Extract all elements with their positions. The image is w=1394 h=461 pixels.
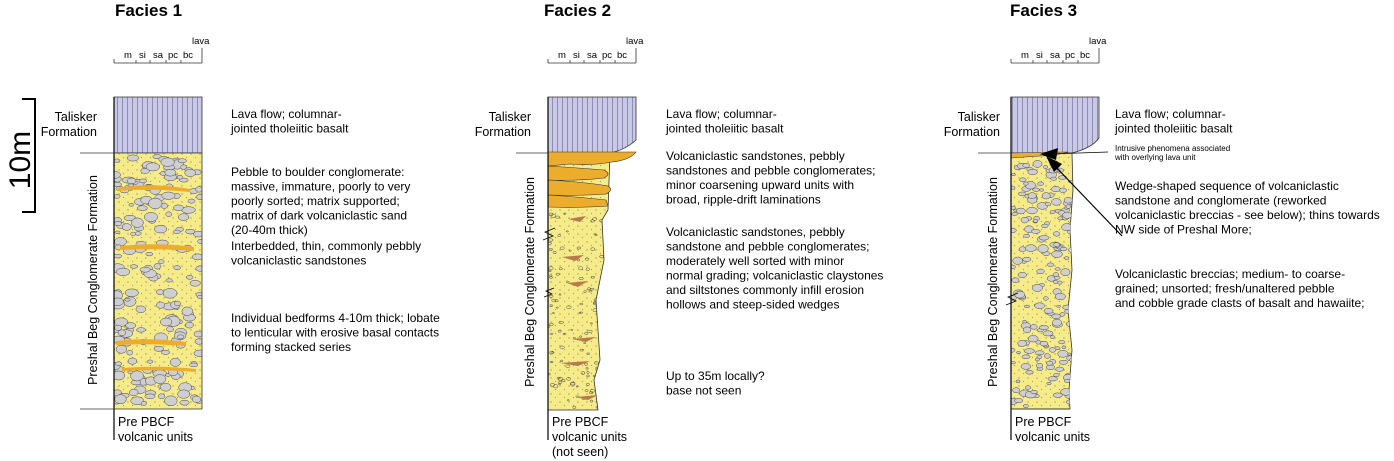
clast [118, 330, 126, 336]
clast [1021, 363, 1031, 369]
clast [1045, 202, 1050, 205]
clast [1019, 247, 1026, 252]
clast [144, 212, 157, 221]
clast [1052, 251, 1063, 258]
clast [607, 271, 611, 273]
clast [1053, 273, 1059, 277]
clast [1054, 373, 1060, 376]
clast [159, 260, 165, 264]
clast [188, 199, 195, 203]
clast [1061, 389, 1072, 396]
scale-label-sa: sa [153, 50, 164, 61]
scale-label-pc: pc [1065, 50, 1076, 61]
description-line: Lava flow; columnar- [231, 107, 342, 121]
clast [185, 322, 193, 328]
description-line: Pebble to boulder conglomerate: [231, 165, 405, 179]
clast [162, 192, 175, 199]
clast [1046, 361, 1052, 365]
description-line: sandstone and conglomerate (reworked [1115, 193, 1327, 208]
clast [1033, 219, 1037, 222]
clast [178, 214, 189, 221]
clast [125, 289, 138, 297]
clast [1009, 228, 1017, 233]
scale-label-sa: sa [587, 50, 598, 61]
description-line: Lava flow; columnar- [666, 107, 777, 121]
description-line: Volcaniclastic breccias; medium- to coarse- [1115, 267, 1346, 281]
base-unit-label: Pre PBCF [552, 415, 609, 429]
clast [1059, 341, 1066, 344]
description-line: normal grading; volcaniclastic claystones [666, 268, 884, 283]
middle-unit-label: Preshal Beg Conglomerate Formation [86, 175, 100, 385]
clast [1052, 319, 1061, 326]
clast [607, 335, 611, 338]
clast [1058, 281, 1063, 284]
clast [173, 205, 183, 211]
clast [182, 307, 193, 316]
clast [127, 350, 133, 355]
clast [124, 297, 137, 307]
clast [1033, 188, 1040, 192]
description-line: Volcaniclastic sandstones, pebbly [666, 225, 845, 239]
clast [1066, 321, 1074, 326]
description-line: Individual bedforms 4-10m thick; lobate [231, 311, 440, 325]
clast [1047, 263, 1054, 267]
clast [1065, 257, 1069, 260]
clast [1023, 182, 1028, 185]
scale-label-lava: lava [626, 36, 644, 47]
clast [1058, 217, 1063, 220]
clast [115, 395, 127, 404]
clast [147, 360, 153, 363]
clast [1039, 236, 1049, 241]
clast [127, 178, 136, 184]
scale-label-bc: bc [1080, 50, 1091, 61]
clast [122, 224, 131, 231]
clast [603, 266, 606, 268]
clast [1054, 280, 1058, 283]
clast [1031, 390, 1038, 393]
clast [1040, 189, 1044, 191]
clast [1022, 355, 1030, 359]
clast [1018, 340, 1027, 346]
description-line: matrix of dark volcaniclastic sand [231, 208, 408, 223]
clast [1039, 326, 1048, 330]
grain-scale-3 [1011, 36, 1107, 63]
clast [1054, 243, 1060, 247]
clast [600, 340, 604, 343]
scale-label-m: m [1021, 50, 1029, 61]
clast [140, 267, 150, 272]
clast [129, 203, 134, 206]
clast [1025, 386, 1031, 390]
description-line: volcaniclastic sandstones [231, 253, 367, 268]
description-line: (20-40m thick) [231, 223, 308, 237]
scale-label-sa: sa [1050, 50, 1061, 61]
clast [1050, 336, 1054, 339]
clast [110, 172, 120, 179]
clast [1013, 388, 1020, 393]
clast [115, 238, 127, 246]
lava-unit [548, 97, 636, 153]
description-line: hollows and steep-sided wedges [666, 297, 840, 312]
clast [1063, 212, 1072, 218]
clast [1042, 224, 1049, 228]
top-unit-label: Formation [943, 125, 1000, 139]
clast [604, 351, 609, 353]
clast [1012, 213, 1018, 216]
clast [125, 298, 131, 301]
description-line: poorly sorted; matrix supported; [231, 194, 400, 208]
scale-label-m: m [124, 50, 132, 61]
clast [161, 350, 170, 354]
clast [163, 288, 177, 298]
description-line: base not seen [666, 383, 742, 398]
clast [177, 175, 183, 179]
description-line: jointed tholeiitic basalt [1115, 121, 1233, 136]
scale-label-si: si [1036, 50, 1043, 61]
clast [1040, 341, 1048, 346]
clast [180, 400, 189, 405]
clast [137, 206, 147, 211]
clast [186, 229, 195, 234]
clast [1057, 305, 1061, 307]
clast [1018, 272, 1027, 277]
clast [112, 298, 124, 306]
clast [166, 279, 173, 282]
top-unit-label: Talisker [54, 110, 97, 124]
clast [137, 328, 146, 333]
description-line: Up to 35m locally? [666, 369, 765, 383]
clast [1036, 363, 1043, 368]
base-unit-label: Pre PBCF [118, 415, 175, 429]
description-line: volcaniclastic breccias - see below); thins towards [1115, 208, 1380, 222]
clast [146, 252, 153, 256]
clast [114, 221, 121, 226]
scale-label-lava: lava [192, 36, 210, 47]
clast [178, 159, 186, 163]
description-line: Interbedded, thin, commonly pebbly [231, 239, 422, 253]
clast [1055, 347, 1060, 350]
description-line: Lava flow; columnar- [1115, 107, 1226, 121]
clast [1025, 245, 1036, 252]
clast [181, 165, 187, 170]
description-line: and siltstones commonly infill erosion [666, 283, 865, 297]
clast [1023, 404, 1028, 408]
description-line: broad, ripple-drift laminations [666, 192, 821, 207]
clast [1069, 358, 1076, 361]
clast [194, 350, 207, 357]
clast [1051, 186, 1060, 191]
clast [146, 163, 160, 171]
clast [1038, 245, 1048, 253]
scale-label-si: si [139, 50, 146, 61]
clast [602, 378, 606, 380]
clast [127, 155, 139, 161]
clast [1026, 370, 1034, 374]
grain-scale-1 [114, 36, 210, 63]
lava-unit [114, 97, 202, 153]
clast [1035, 303, 1045, 309]
clast [602, 324, 606, 326]
scale-bar-label: 10m [4, 130, 37, 190]
clast [1012, 174, 1016, 176]
clast [1043, 165, 1047, 168]
clast [603, 349, 607, 352]
clast [1018, 192, 1026, 196]
clast [192, 254, 203, 260]
clast [607, 391, 611, 393]
description-line: and cobble grade clasts of basalt and hawaiite; [1115, 296, 1365, 310]
clast [128, 371, 133, 374]
clast [182, 207, 196, 214]
clast [1016, 380, 1020, 383]
clast [1009, 186, 1015, 189]
clast [1061, 269, 1070, 276]
clast [161, 158, 175, 167]
scale-label-bc: bc [183, 50, 194, 61]
clast [1058, 350, 1068, 357]
description-line: massive, immature, poorly to very [231, 179, 411, 194]
clast [192, 396, 201, 403]
clast [1051, 199, 1061, 206]
top-unit-label: Talisker [488, 110, 531, 124]
clast [185, 169, 196, 176]
clast [154, 375, 166, 384]
top-unit-label: Talisker [957, 110, 1000, 124]
clast [1060, 247, 1067, 251]
clast [1024, 305, 1030, 308]
clast [1015, 291, 1025, 298]
clast [167, 327, 174, 332]
clast [1032, 284, 1042, 291]
annotation-label: Intrusive phenomena associated [1115, 144, 1231, 153]
facies-1-title: Facies 1 [115, 1, 183, 20]
top-unit-label: Formation [474, 125, 531, 139]
clast [131, 218, 143, 227]
clast [186, 275, 193, 279]
scale-label-pc: pc [602, 50, 613, 61]
description-line: forming stacked series [231, 340, 352, 354]
clast [1053, 232, 1060, 237]
clast [1035, 351, 1044, 355]
clast [165, 169, 176, 176]
clast [1060, 313, 1065, 317]
clast [606, 385, 610, 387]
clast [1066, 205, 1071, 209]
middle-unit-label: Preshal Beg Conglomerate Formation [523, 177, 537, 387]
clast [608, 316, 611, 318]
clast [131, 232, 136, 236]
clast [1023, 327, 1031, 333]
clast [604, 371, 609, 374]
description-line: moderately well sorted with minor [666, 254, 845, 268]
clast [1062, 346, 1066, 349]
clast [606, 353, 610, 356]
clast [156, 290, 164, 295]
clast [161, 203, 168, 208]
clast [1037, 269, 1045, 274]
clast [114, 194, 120, 198]
clast [1024, 349, 1034, 354]
clast [1064, 197, 1072, 203]
clast [1016, 352, 1020, 354]
clast [149, 198, 163, 209]
clast [165, 396, 178, 406]
top-unit-label: Formation [40, 125, 97, 139]
clast [1014, 398, 1022, 402]
clast [178, 390, 190, 398]
clast [1033, 160, 1042, 167]
clast [1046, 365, 1055, 370]
description-line: sandstone and pebble conglomerates; [666, 239, 870, 254]
clast [1035, 358, 1039, 361]
clast [174, 266, 181, 270]
clast [1031, 324, 1038, 329]
clast [156, 302, 164, 308]
facies-3-title: Facies 3 [1010, 1, 1078, 20]
clast [196, 266, 205, 271]
clast [1052, 314, 1061, 319]
clast [126, 323, 136, 329]
clast [1022, 320, 1026, 323]
scale-label-pc: pc [168, 50, 179, 61]
base-unit-label: volcanic units [552, 430, 628, 444]
clast [173, 230, 180, 233]
description-line: Volcaniclastic sandstones, pebbly [666, 149, 845, 163]
clast [1028, 335, 1038, 342]
clast [170, 358, 180, 366]
description-line: jointed tholeiitic basalt [666, 121, 784, 136]
clast [154, 225, 166, 233]
description-line: to lenticular with erosive basal contacts [231, 325, 440, 340]
clast [154, 346, 164, 351]
clast [174, 301, 180, 306]
clast [194, 331, 203, 337]
clast [1055, 293, 1065, 300]
clast [1028, 193, 1036, 199]
clast [116, 268, 130, 276]
base-unit-label: volcanic units [1015, 430, 1091, 444]
clast [1069, 247, 1076, 252]
description-line: minor coarsening upward units with [666, 178, 855, 192]
clast [190, 280, 200, 286]
clast [1044, 354, 1050, 359]
middle-unit-label: Preshal Beg Conglomerate Formation [986, 177, 1000, 387]
clast [145, 394, 155, 399]
base-unit-label: Pre PBCF [1015, 415, 1072, 429]
clast [1050, 211, 1055, 214]
base-unit-label: (not seen) [552, 445, 609, 459]
clast [141, 401, 147, 405]
clast [136, 306, 146, 313]
clast [1024, 234, 1030, 237]
clast [1042, 193, 1050, 199]
lava-unit [1011, 97, 1099, 153]
clast [1056, 367, 1064, 371]
scale-label-lava: lava [1089, 36, 1107, 47]
scale-label-bc: bc [617, 50, 628, 61]
clast [115, 231, 120, 234]
scale-label-m: m [558, 50, 566, 61]
clast [1028, 169, 1038, 174]
clast [129, 389, 138, 396]
clast [1047, 382, 1051, 384]
description-line: jointed tholeiitic basalt [231, 121, 349, 136]
clast [177, 335, 184, 339]
base-unit-label: volcanic units [118, 430, 194, 444]
description-line: NW side of Preshal More; [1115, 222, 1252, 237]
clast [160, 318, 171, 326]
clast [189, 363, 197, 367]
description-line: grained; unsorted; fresh/unaltered pebble [1115, 281, 1335, 296]
clast [154, 264, 161, 270]
clast [1063, 305, 1073, 310]
clast [1044, 308, 1053, 313]
clast [1013, 257, 1023, 264]
clast [160, 383, 171, 391]
clast [116, 345, 127, 353]
clast [1020, 178, 1027, 182]
description-line: Wedge-shaped sequence of volcaniclastic [1115, 179, 1339, 193]
scale-bar [4, 99, 37, 212]
clast [1055, 268, 1061, 271]
clast [1022, 257, 1030, 261]
grain-scale-2 [548, 36, 644, 63]
clast [114, 159, 120, 162]
clast [599, 293, 603, 295]
clast [1043, 331, 1053, 336]
description-line: sandstones and pebble conglomerates; [666, 163, 876, 178]
clast [601, 372, 603, 374]
annotation-label: with overlying lava unit [1115, 153, 1196, 162]
clast [166, 212, 172, 217]
clast [158, 394, 165, 399]
clast [1031, 229, 1040, 233]
clast [139, 179, 147, 183]
clast [130, 265, 138, 269]
clast [1021, 217, 1028, 223]
clast [1038, 182, 1044, 186]
clast [198, 239, 204, 243]
clast [1043, 297, 1048, 301]
clast [1048, 377, 1058, 381]
clast [1065, 309, 1072, 313]
clast [1012, 278, 1019, 283]
clast [128, 358, 137, 364]
clast [1017, 208, 1026, 214]
clast [1023, 163, 1030, 167]
clast [1059, 188, 1066, 193]
coarsening-unit [548, 152, 636, 166]
clast [1059, 360, 1067, 364]
scale-label-si: si [573, 50, 580, 61]
clast [1027, 207, 1038, 214]
clast [115, 362, 122, 366]
facies-2-title: Facies 2 [544, 1, 612, 20]
clast [114, 254, 122, 258]
clast [1051, 177, 1057, 180]
